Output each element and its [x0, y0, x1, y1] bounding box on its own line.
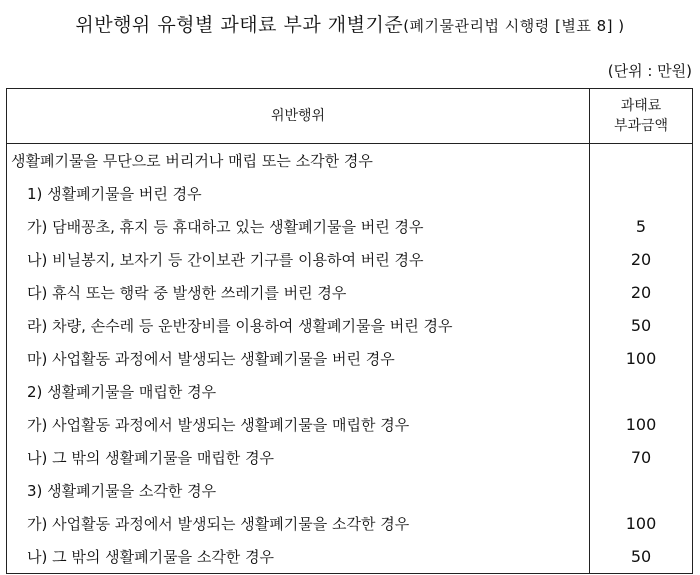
table-header-row — [7, 89, 693, 144]
row-amount — [590, 474, 693, 507]
row-amount — [590, 177, 693, 210]
table-row — [7, 441, 693, 474]
table-row — [7, 375, 693, 408]
row-violation: 다) 휴식 또는 행락 중 발생한 쓰레기를 버린 경우 — [7, 276, 590, 309]
table-row — [7, 507, 693, 540]
table-row — [7, 309, 693, 342]
unit-label: (단위 : 만원) — [607, 62, 692, 80]
header-amount — [590, 89, 693, 144]
row-violation: 가) 담배꽁초, 휴지 등 휴대하고 있는 생활폐기물을 버린 경우 — [7, 210, 590, 243]
header-violation: 위반행위 — [7, 89, 590, 144]
row-violation: 가) 사업활동 과정에서 발생되는 생활폐기물을 소각한 경우 — [7, 507, 590, 540]
row-violation: 나) 그 밖의 생활폐기물을 매립한 경우 — [7, 441, 590, 474]
row-violation: 생활폐기물을 무단으로 버리거나 매립 또는 소각한 경우 — [7, 144, 590, 178]
row-amount: 50 — [590, 309, 693, 342]
row-amount: 100 — [590, 342, 693, 375]
row-violation: 1) 생활폐기물을 버린 경우 — [7, 177, 590, 210]
row-amount: 20 — [590, 243, 693, 276]
title-suffix: (폐기물관리법 시행령 [별표 8] ) — [403, 17, 625, 35]
penalty-table — [6, 88, 693, 574]
table-row — [7, 474, 693, 507]
document-title — [0, 10, 700, 37]
row-violation: 나) 비닐봉지, 보자기 등 간이보관 기구를 이용하여 버린 경우 — [7, 243, 590, 276]
table-row — [7, 243, 693, 276]
table-row — [7, 177, 693, 210]
row-amount — [590, 144, 693, 178]
row-violation: 2) 생활폐기물을 매립한 경우 — [7, 375, 590, 408]
row-amount: 50 — [590, 540, 693, 574]
row-violation: 3) 생활폐기물을 소각한 경우 — [7, 474, 590, 507]
header-amount-line1: 과태료 — [620, 98, 662, 114]
row-amount: 5 — [590, 210, 693, 243]
row-amount: 100 — [590, 408, 693, 441]
row-amount — [590, 375, 693, 408]
table-row — [7, 342, 693, 375]
table-row — [7, 408, 693, 441]
row-violation: 마) 사업활동 과정에서 발생되는 생활폐기물을 버린 경우 — [7, 342, 590, 375]
row-amount: 20 — [590, 276, 693, 309]
row-violation: 가) 사업활동 과정에서 발생되는 생활폐기물을 매립한 경우 — [7, 408, 590, 441]
title-main: 위반행위 유형별 과태료 부과 개별기준 — [75, 14, 404, 36]
table-row — [7, 144, 693, 178]
header-amount-line2: 부과금액 — [613, 118, 669, 134]
table-row — [7, 276, 693, 309]
row-amount: 100 — [590, 507, 693, 540]
table-row — [7, 210, 693, 243]
row-violation: 나) 그 밖의 생활폐기물을 소각한 경우 — [7, 540, 590, 574]
table-row — [7, 540, 693, 574]
row-violation: 라) 차량, 손수레 등 운반장비를 이용하여 생활폐기물을 버린 경우 — [7, 309, 590, 342]
row-amount: 70 — [590, 441, 693, 474]
